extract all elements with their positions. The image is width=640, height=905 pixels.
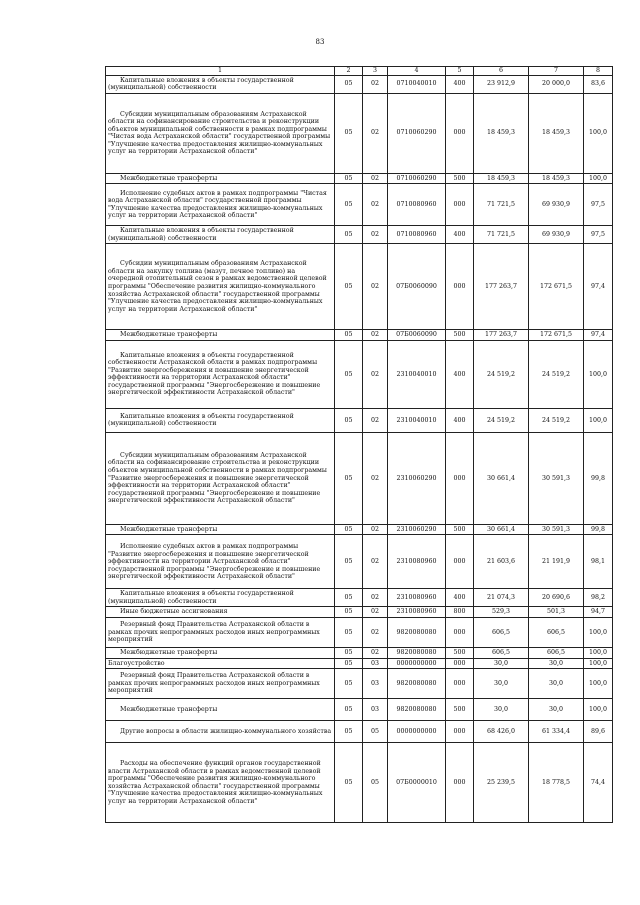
table-row	[106, 432, 613, 524]
table-row	[106, 699, 613, 721]
subsection-code: 02	[363, 648, 388, 659]
actual-amount: 172 671,5	[529, 330, 584, 341]
planned-amount: 606,5	[474, 648, 529, 659]
target-article-code: 9820080080	[388, 618, 446, 648]
execution-percent: 100,0	[584, 173, 613, 184]
subsection-code: 05	[363, 721, 388, 743]
target-article-code: 0710060290	[388, 173, 446, 184]
table-row	[106, 658, 613, 669]
execution-percent: 100,0	[584, 658, 613, 669]
table-header-row	[106, 67, 613, 76]
table-row	[106, 75, 613, 93]
execution-percent: 100,0	[584, 699, 613, 721]
row-name: Капитальные вложения в объекты государственной (муниципальной) собственности	[106, 75, 335, 93]
section-code: 05	[335, 721, 363, 743]
header-cell: 1	[106, 67, 335, 76]
header-cell: 4	[388, 67, 446, 76]
row-name: Исполнение судебных актов в рамках подпрограммы "Развитие энергосбережения и повышение энергетической эффективности на территории Астраханской области" государственной программы "Энергосбережение и повышение энергетической эффективности Астраханской области"	[106, 535, 335, 589]
actual-amount: 24 519,2	[529, 340, 584, 408]
row-name: Исполнение судебных актов в рамках подпрограммы "Чистая вода Астраханской области" государственной программы "Улучшение качества предоставления жилищно-коммунальных услуг на территории Астраханской области"	[106, 184, 335, 226]
planned-amount: 30 661,4	[474, 432, 529, 524]
target-article-code: 9820080080	[388, 669, 446, 699]
subsection-code: 02	[363, 330, 388, 341]
planned-amount: 18 459,3	[474, 93, 529, 173]
table-row	[106, 93, 613, 173]
target-article-code: 0710080960	[388, 226, 446, 244]
execution-percent: 100,0	[584, 340, 613, 408]
planned-amount: 30,0	[474, 699, 529, 721]
section-code: 05	[335, 432, 363, 524]
expense-type-code: 000	[446, 743, 474, 823]
execution-percent: 74,4	[584, 743, 613, 823]
target-article-code: 0710040010	[388, 75, 446, 93]
planned-amount: 71 721,5	[474, 184, 529, 226]
expense-type-code: 000	[446, 669, 474, 699]
header-cell: 3	[363, 67, 388, 76]
target-article-code: 2310080960	[388, 589, 446, 607]
target-article-code: 2310080960	[388, 607, 446, 618]
subsection-code: 02	[363, 244, 388, 330]
target-article-code: 0000000000	[388, 721, 446, 743]
header-cell: 5	[446, 67, 474, 76]
row-name: Межбюджетные трансферты	[106, 524, 335, 535]
execution-percent: 97,4	[584, 330, 613, 341]
header-cell: 7	[529, 67, 584, 76]
subsection-code: 02	[363, 432, 388, 524]
planned-amount: 177 263,7	[474, 244, 529, 330]
actual-amount: 21 191,9	[529, 535, 584, 589]
planned-amount: 21 603,6	[474, 535, 529, 589]
planned-amount: 30 661,4	[474, 524, 529, 535]
target-article-code: 2310080960	[388, 535, 446, 589]
subsection-code: 02	[363, 618, 388, 648]
subsection-code: 02	[363, 173, 388, 184]
expense-type-code: 500	[446, 648, 474, 659]
expense-type-code: 000	[446, 184, 474, 226]
row-name: Межбюджетные трансферты	[106, 173, 335, 184]
actual-amount: 30,0	[529, 658, 584, 669]
table-row	[106, 589, 613, 607]
target-article-code: 9820080080	[388, 699, 446, 721]
actual-amount: 30,0	[529, 699, 584, 721]
row-name: Межбюджетные трансферты	[106, 699, 335, 721]
subsection-code: 02	[363, 75, 388, 93]
table-row	[106, 648, 613, 659]
planned-amount: 18 459,3	[474, 173, 529, 184]
subsection-code: 02	[363, 226, 388, 244]
table-row	[106, 721, 613, 743]
actual-amount: 69 930,9	[529, 226, 584, 244]
execution-percent: 97,5	[584, 226, 613, 244]
row-name: Межбюджетные трансферты	[106, 330, 335, 341]
expense-type-code: 000	[446, 93, 474, 173]
section-code: 05	[335, 330, 363, 341]
header-cell: 6	[474, 67, 529, 76]
table-row	[106, 184, 613, 226]
planned-amount: 21 074,3	[474, 589, 529, 607]
actual-amount: 606,5	[529, 618, 584, 648]
actual-amount: 69 930,9	[529, 184, 584, 226]
target-article-code: 9820080080	[388, 648, 446, 659]
row-name: Расходы на обеспечение функций органов государственной власти Астраханской области в рамках ведомственной целевой программы "Обеспечение развития жилищно-коммунального хозяйства Астраханской области" государственной программы "Улучшение качества предоставления жилищно-коммунальных услуг на территории Астраханской области"	[106, 743, 335, 823]
row-name: Иные бюджетные ассигнования	[106, 607, 335, 618]
target-article-code: 2310040010	[388, 408, 446, 432]
section-code: 05	[335, 607, 363, 618]
actual-amount: 20 000,0	[529, 75, 584, 93]
section-code: 05	[335, 658, 363, 669]
row-name: Субсидии муниципальным образованиям Астраханской области на закупку топлива (мазут, печное топливо) на очередной отопительный сезон в рамках ведомственной целевой программы "Обеспечение развития жилищно-коммунального хозяйства Астраханской области" государственной программы "Улучшение качества предоставления жилищно-коммунальных услуг на территории Астраханской области"	[106, 244, 335, 330]
execution-percent: 89,6	[584, 721, 613, 743]
target-article-code: 2310060290	[388, 524, 446, 535]
subsection-code: 02	[363, 408, 388, 432]
actual-amount: 501,3	[529, 607, 584, 618]
section-code: 05	[335, 618, 363, 648]
target-article-code: 0000000000	[388, 658, 446, 669]
expense-type-code: 000	[446, 432, 474, 524]
actual-amount: 30 591,3	[529, 432, 584, 524]
subsection-code: 03	[363, 699, 388, 721]
expense-type-code: 500	[446, 699, 474, 721]
section-code: 05	[335, 669, 363, 699]
target-article-code: 0710060290	[388, 93, 446, 173]
planned-amount: 529,3	[474, 607, 529, 618]
section-code: 05	[335, 340, 363, 408]
planned-amount: 30,0	[474, 669, 529, 699]
table-row	[106, 669, 613, 699]
row-name: Капитальные вложения в объекты государственной (муниципальной) собственности	[106, 408, 335, 432]
expense-type-code: 000	[446, 535, 474, 589]
execution-percent: 97,5	[584, 184, 613, 226]
row-name: Другие вопросы в области жилищно-коммунального хозяйства	[106, 721, 335, 743]
planned-amount: 23 912,9	[474, 75, 529, 93]
row-name: Субсидии муниципальным образованиям Астраханской области на софинансирование строительства и реконструкции объектов муниципальной собственности в рамках подпрограммы "Чистая вода Астраханской области" государственной программы "Улучшение качества предоставления жилищно-коммунальных услуг на территории Астраханской области"	[106, 93, 335, 173]
execution-percent: 99,8	[584, 524, 613, 535]
expense-type-code: 400	[446, 226, 474, 244]
execution-percent: 100,0	[584, 618, 613, 648]
expense-type-code: 800	[446, 607, 474, 618]
section-code: 05	[335, 184, 363, 226]
section-code: 05	[335, 524, 363, 535]
subsection-code: 02	[363, 524, 388, 535]
row-name: Капитальные вложения в объекты государственной (муниципальной) собственности	[106, 226, 335, 244]
execution-percent: 100,0	[584, 408, 613, 432]
target-article-code: 07Б0060090	[388, 330, 446, 341]
subsection-code: 05	[363, 743, 388, 823]
table-row	[106, 535, 613, 589]
subsection-code: 02	[363, 607, 388, 618]
actual-amount: 30,0	[529, 669, 584, 699]
section-code: 05	[335, 589, 363, 607]
subsection-code: 02	[363, 589, 388, 607]
row-name: Резервный фонд Правительства Астраханской области в рамках прочих непрограммных расходов иных непрограммных мероприятий	[106, 669, 335, 699]
section-code: 05	[335, 173, 363, 184]
row-name: Межбюджетные трансферты	[106, 648, 335, 659]
row-name: Благоустройство	[106, 658, 335, 669]
execution-percent: 97,4	[584, 244, 613, 330]
target-article-code: 07Б0000010	[388, 743, 446, 823]
actual-amount: 172 671,5	[529, 244, 584, 330]
expense-type-code: 400	[446, 408, 474, 432]
expense-type-code: 400	[446, 75, 474, 93]
expense-type-code: 500	[446, 330, 474, 341]
expense-type-code: 400	[446, 589, 474, 607]
section-code: 05	[335, 226, 363, 244]
target-article-code: 0710080960	[388, 184, 446, 226]
execution-percent: 98,1	[584, 535, 613, 589]
subsection-code: 03	[363, 669, 388, 699]
row-name: Капитальные вложения в объекты государственной (муниципальной) собственности	[106, 589, 335, 607]
expense-type-code: 500	[446, 173, 474, 184]
expense-type-code: 400	[446, 340, 474, 408]
actual-amount: 30 591,3	[529, 524, 584, 535]
target-article-code: 07Б0060090	[388, 244, 446, 330]
expense-type-code: 000	[446, 244, 474, 330]
table-row	[106, 408, 613, 432]
actual-amount: 606,5	[529, 648, 584, 659]
row-name: Субсидии муниципальным образованиям Астраханской области на софинансирование строительства и реконструкции объектов муниципальной собственности в рамках подпрограммы "Развитие энергосбережения и повышение энергетической эффективности на территории Астраханской области" государственной программы "Энергосбережение и повышение энергетической эффективности Астраханской области"	[106, 432, 335, 524]
execution-percent: 99,8	[584, 432, 613, 524]
table-row	[106, 524, 613, 535]
section-code: 05	[335, 408, 363, 432]
subsection-code: 02	[363, 184, 388, 226]
planned-amount: 606,5	[474, 618, 529, 648]
actual-amount: 18 778,5	[529, 743, 584, 823]
target-article-code: 2310060290	[388, 432, 446, 524]
section-code: 05	[335, 648, 363, 659]
planned-amount: 24 519,2	[474, 340, 529, 408]
subsection-code: 02	[363, 535, 388, 589]
subsection-code: 03	[363, 658, 388, 669]
expense-type-code: 000	[446, 721, 474, 743]
actual-amount: 24 519,2	[529, 408, 584, 432]
actual-amount: 18 459,3	[529, 93, 584, 173]
header-cell: 8	[584, 67, 613, 76]
expense-type-code: 500	[446, 524, 474, 535]
expense-type-code: 000	[446, 618, 474, 648]
target-article-code: 2310040010	[388, 340, 446, 408]
table-row	[106, 340, 613, 408]
row-name: Резервный фонд Правительства Астраханской области в рамках прочих непрограммных расходов иных непрограммных мероприятий	[106, 618, 335, 648]
table-row	[106, 743, 613, 823]
header-cell: 2	[335, 67, 363, 76]
table-row	[106, 226, 613, 244]
budget-table	[105, 66, 613, 823]
execution-percent: 94,7	[584, 607, 613, 618]
subsection-code: 02	[363, 93, 388, 173]
planned-amount: 68 426,0	[474, 721, 529, 743]
table-row	[106, 618, 613, 648]
planned-amount: 24 519,2	[474, 408, 529, 432]
planned-amount: 30,0	[474, 658, 529, 669]
section-code: 05	[335, 743, 363, 823]
execution-percent: 98,2	[584, 589, 613, 607]
section-code: 05	[335, 699, 363, 721]
section-code: 05	[335, 93, 363, 173]
actual-amount: 20 690,6	[529, 589, 584, 607]
actual-amount: 61 334,4	[529, 721, 584, 743]
table-row	[106, 244, 613, 330]
table-row	[106, 330, 613, 341]
page-number: 83	[315, 38, 325, 46]
actual-amount: 18 459,3	[529, 173, 584, 184]
section-code: 05	[335, 244, 363, 330]
planned-amount: 71 721,5	[474, 226, 529, 244]
execution-percent: 100,0	[584, 93, 613, 173]
section-code: 05	[335, 75, 363, 93]
subsection-code: 02	[363, 340, 388, 408]
table-body	[106, 75, 613, 823]
expense-type-code: 000	[446, 658, 474, 669]
planned-amount: 177 263,7	[474, 330, 529, 341]
table-row	[106, 173, 613, 184]
planned-amount: 25 239,5	[474, 743, 529, 823]
table-row	[106, 607, 613, 618]
execution-percent: 83,6	[584, 75, 613, 93]
section-code: 05	[335, 535, 363, 589]
execution-percent: 100,0	[584, 669, 613, 699]
execution-percent: 100,0	[584, 648, 613, 659]
row-name: Капитальные вложения в объекты государственной собственности Астраханской области в рамках подпрограммы "Развитие энергосбережения и повышение энергетической эффективности на территории Астраханской области" государственной программы "Энергосбережение и повышение энергетической эффективности Астраханской области"	[106, 340, 335, 408]
